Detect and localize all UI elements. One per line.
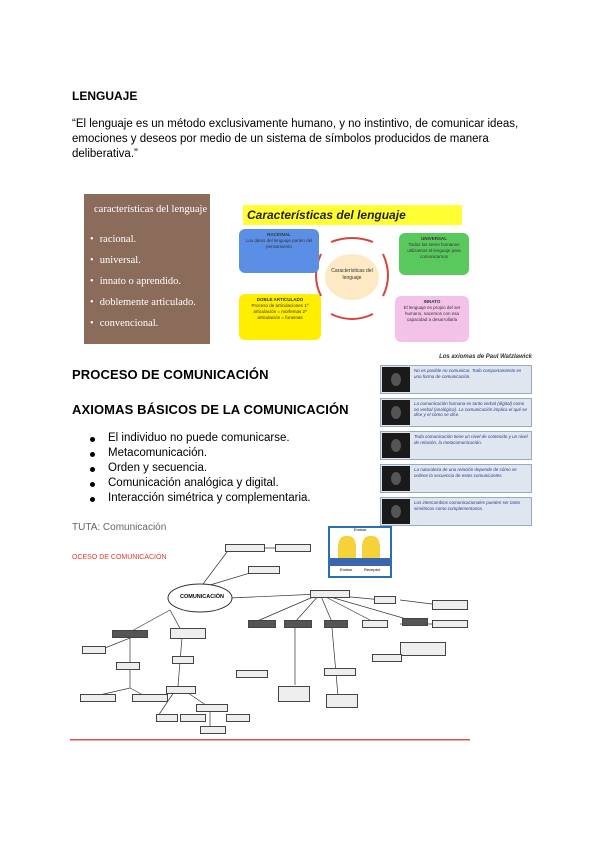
cmap-node — [172, 656, 194, 664]
cartoon-label: Emisor — [340, 567, 353, 572]
cmap-node — [284, 620, 312, 628]
silhouette-icon — [382, 466, 410, 491]
cmap-node — [156, 714, 178, 722]
cmap-node — [324, 668, 356, 676]
cmap-node — [324, 620, 348, 628]
list-item: • convencional. — [90, 318, 196, 339]
cmap-node — [374, 596, 396, 604]
axiom-row: No es posible no comunicar. Todo comportamiento es una forma de comunicación. — [380, 365, 532, 394]
box-universal: UNIVERSAL Todos los seres humanos utilizamos el lenguaje para comunicarnos — [399, 233, 469, 275]
axioms-table — [380, 354, 532, 530]
heading-axiomas: AXIOMAS BÁSICOS DE LA COMUNICACIÓN — [72, 402, 349, 417]
silhouette-icon — [382, 400, 410, 425]
characteristics-list — [90, 234, 196, 339]
list-item: Comunicación analógica y digital. — [88, 477, 311, 492]
cmap-node — [278, 686, 310, 702]
axiom-row: La comunicación humana es tanto verbal (digital) como no verbal (analógica). La comunicación implica el qué se dice y el cómo se dice. — [380, 398, 532, 427]
list-item: • innato o aprendido. — [90, 276, 196, 297]
list-item: Interacción simétrica y complementaria. — [88, 492, 311, 507]
cartoon-image — [328, 526, 392, 578]
cmap-node — [400, 642, 446, 656]
cmap-node — [248, 620, 276, 628]
cmap-node — [112, 630, 148, 638]
axioms-title: Los axiomas de Paul Watzlawick — [439, 354, 532, 360]
cmap-node — [326, 694, 358, 708]
cmap-node — [362, 620, 388, 628]
list-item: Metacomunicación. — [88, 447, 311, 462]
axiom-row: Toda comunicación tiene un nivel de contenido y un nivel de relación, la metacomunicación. — [380, 431, 532, 460]
concept-map — [70, 520, 470, 742]
list-item: El individuo no puede comunicarse. — [88, 432, 311, 447]
cmap-node — [226, 714, 250, 722]
cartoon-desk — [330, 558, 390, 566]
cmap-node — [402, 618, 428, 626]
diagram-title: Características del lenguaje — [243, 205, 462, 225]
characteristics-diagram — [233, 196, 471, 346]
axioms-bullet-list — [88, 432, 311, 507]
silhouette-icon — [382, 367, 410, 392]
cmap-node — [275, 544, 311, 552]
axiom-row: La naturaleza de una relación depende de cómo se ordene la secuencia de estos comunicantes. — [380, 464, 532, 493]
heading-proceso: PROCESO DE COMUNICACIÓN — [72, 367, 269, 382]
cmap-node — [180, 714, 206, 722]
cmap-node — [166, 686, 196, 694]
cmap-node — [310, 590, 350, 598]
cartoon-label: Receptor — [364, 567, 381, 572]
cmap-node — [116, 662, 140, 670]
cmap-node — [372, 654, 402, 662]
list-item: • doblemente articulado. — [90, 297, 196, 318]
heading-lenguaje: LENGUAJE — [72, 89, 138, 103]
box-doble-articulado: DOBLE ARTICULADO Proceso de articulaciones 1ª articulación = morfemas 2ª articulación = fonemas — [239, 294, 321, 340]
slide-title: características del lenguaje — [94, 204, 208, 215]
cmap-node — [170, 628, 206, 639]
cmap-node — [236, 670, 268, 678]
cartoon-label: Emisor — [354, 527, 367, 532]
cmap-subtitle: OCESO DE COMUNICACIÓN — [72, 554, 167, 561]
cmap-node — [225, 544, 265, 552]
cmap-node — [248, 566, 280, 574]
list-item: Orden y secuencia. — [88, 462, 311, 477]
characteristics-slide — [84, 194, 210, 344]
cmap-node — [82, 646, 106, 654]
cmap-node — [196, 704, 228, 712]
list-item: • racional. — [90, 234, 196, 255]
cmap-main-node: COMUNICACIÓN — [180, 594, 224, 600]
silhouette-icon — [382, 433, 410, 458]
cmap-header: TUTA: Comunicación — [72, 522, 167, 533]
cmap-node — [80, 694, 116, 702]
box-innato: INNATO El lenguaje es propio del ser humano, nacemos con esa capacidad a desarrollarla — [395, 296, 469, 342]
list-item: • universal. — [90, 255, 196, 276]
cmap-node — [432, 600, 468, 610]
box-racional: RACIONAL Los datos del lenguaje parten del pensamiento — [239, 229, 319, 273]
diagram-center: Características del lenguaje — [325, 254, 379, 300]
axiom-row: Los intercambios comunicacionales pueden ser tanto simétricos como complementarios. — [380, 497, 532, 526]
cmap-node — [432, 620, 468, 628]
cmap-node — [132, 694, 168, 702]
lenguaje-quote: “El lenguaje es un método exclusivamente humano, y no instintivo, de comunicar ideas, emociones y deseos por medio de un sistema de símbolos producidos de manera deliberativa.” — [72, 118, 519, 160]
cmap-node — [200, 726, 226, 734]
